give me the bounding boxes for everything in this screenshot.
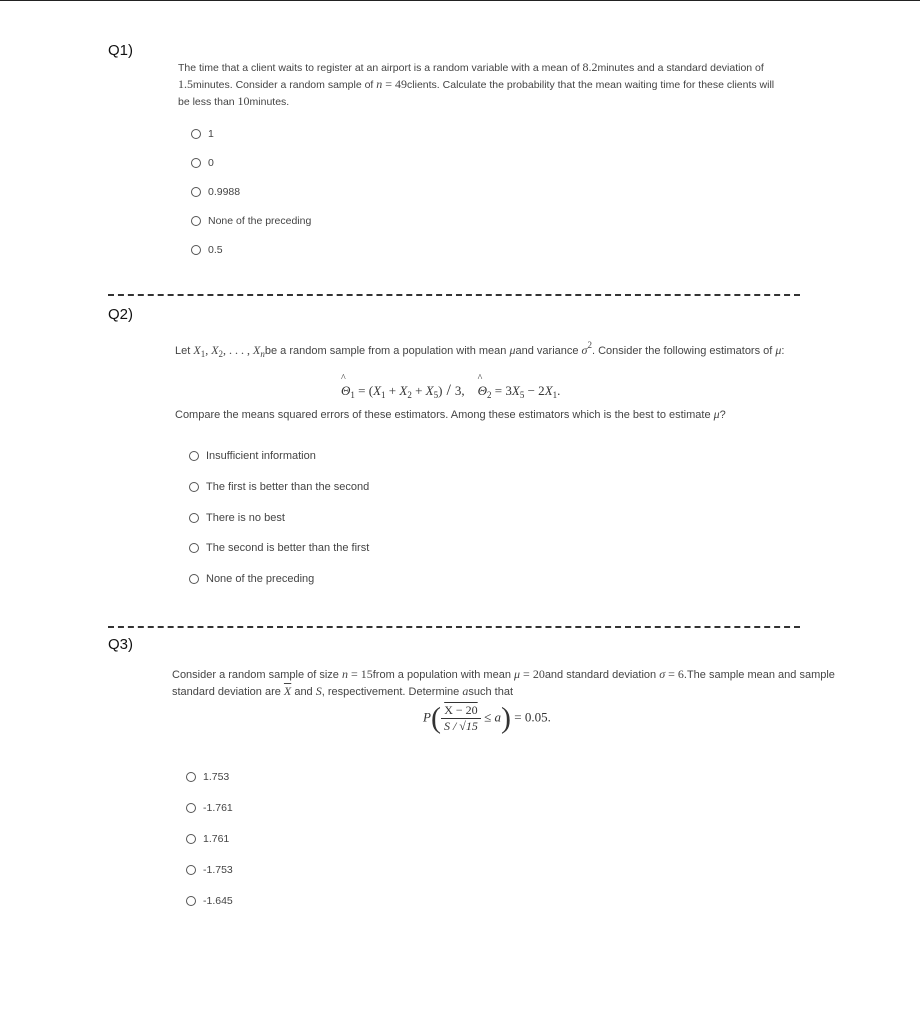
q1-option-5[interactable]: 0.5 [191, 244, 223, 256]
q2-estimators: ^ $\Theta_1 = (X_1 + X_2 + X_5) / 3$, ^ $\Theta_2 = 3X_5 - 2X_1$. [341, 382, 560, 400]
q3-label: Q3) [108, 636, 134, 653]
separator-2 [108, 626, 800, 628]
q1-option-4[interactable]: None of the preceding [191, 215, 311, 227]
q3-option-5[interactable]: -1.645 [186, 895, 233, 907]
radio-button[interactable] [189, 543, 199, 553]
q2-label: Q2) [108, 306, 134, 323]
q2-option-1[interactable]: Insufficient information [189, 450, 316, 462]
separator-1 [108, 294, 800, 296]
q3-option-4[interactable]: -1.753 [186, 864, 233, 876]
radio-button[interactable] [191, 187, 201, 197]
q3-option-3[interactable]: 1.761 [186, 833, 229, 845]
radio-button[interactable] [191, 158, 201, 168]
q3-text: Consider a random sample of size n = 15from a population with mean μ = 20and standard deviation σ = 6.The sample mean and sample standard deviation are $\overline{X}$ and S, respectivement. Determine asuch that [172, 667, 835, 698]
radio-button[interactable] [186, 772, 196, 782]
q2-option-4[interactable]: The second is better than the first [189, 542, 369, 554]
q2-option-2[interactable]: The first is better than the second [189, 481, 369, 493]
q1-text: The time that a client waits to register at an airport is a random variable with a mean of 8.2minutes and a standard deviation of 1.5minutes. Consider a random sample of n = 49clients. Calculate the probability that the mean waiting time for these clients will be less than 10minutes. [178, 60, 775, 108]
q1-option-3[interactable]: 0.9988 [191, 186, 240, 198]
q1-option-2[interactable]: 0 [191, 157, 214, 169]
radio-button[interactable] [191, 216, 201, 226]
radio-button[interactable] [186, 803, 196, 813]
radio-button[interactable] [189, 513, 199, 523]
radio-button[interactable] [186, 834, 196, 844]
q3-option-2[interactable]: -1.761 [186, 802, 233, 814]
q3-formula: P( $\frac{X - 20}{S / √15}$ ≤ a) = 0.05. [423, 701, 551, 735]
radio-button[interactable] [189, 451, 199, 461]
radio-button[interactable] [191, 245, 201, 255]
radio-button[interactable] [191, 129, 201, 139]
q2-option-3[interactable]: There is no best [189, 512, 285, 524]
radio-button[interactable] [186, 896, 196, 906]
radio-button[interactable] [186, 865, 196, 875]
top-rule [0, 0, 920, 1]
radio-button[interactable] [189, 482, 199, 492]
q3-option-1[interactable]: 1.753 [186, 771, 229, 783]
q1-option-1[interactable]: 1 [191, 128, 214, 140]
q2-intro: Let $X_1$, $X_2$, . . . , $X_nbe$ a random sample from a population with mean μand variance $\sigma^2$. Consider the following estimators of μ: [175, 340, 785, 359]
q2-option-5[interactable]: None of the preceding [189, 573, 314, 585]
q2-question: Compare the means squared errors of these estimators. Among these estimators which is the best to estimate μ? [175, 407, 726, 421]
radio-button[interactable] [189, 574, 199, 584]
q1-label: Q1) [108, 42, 134, 59]
